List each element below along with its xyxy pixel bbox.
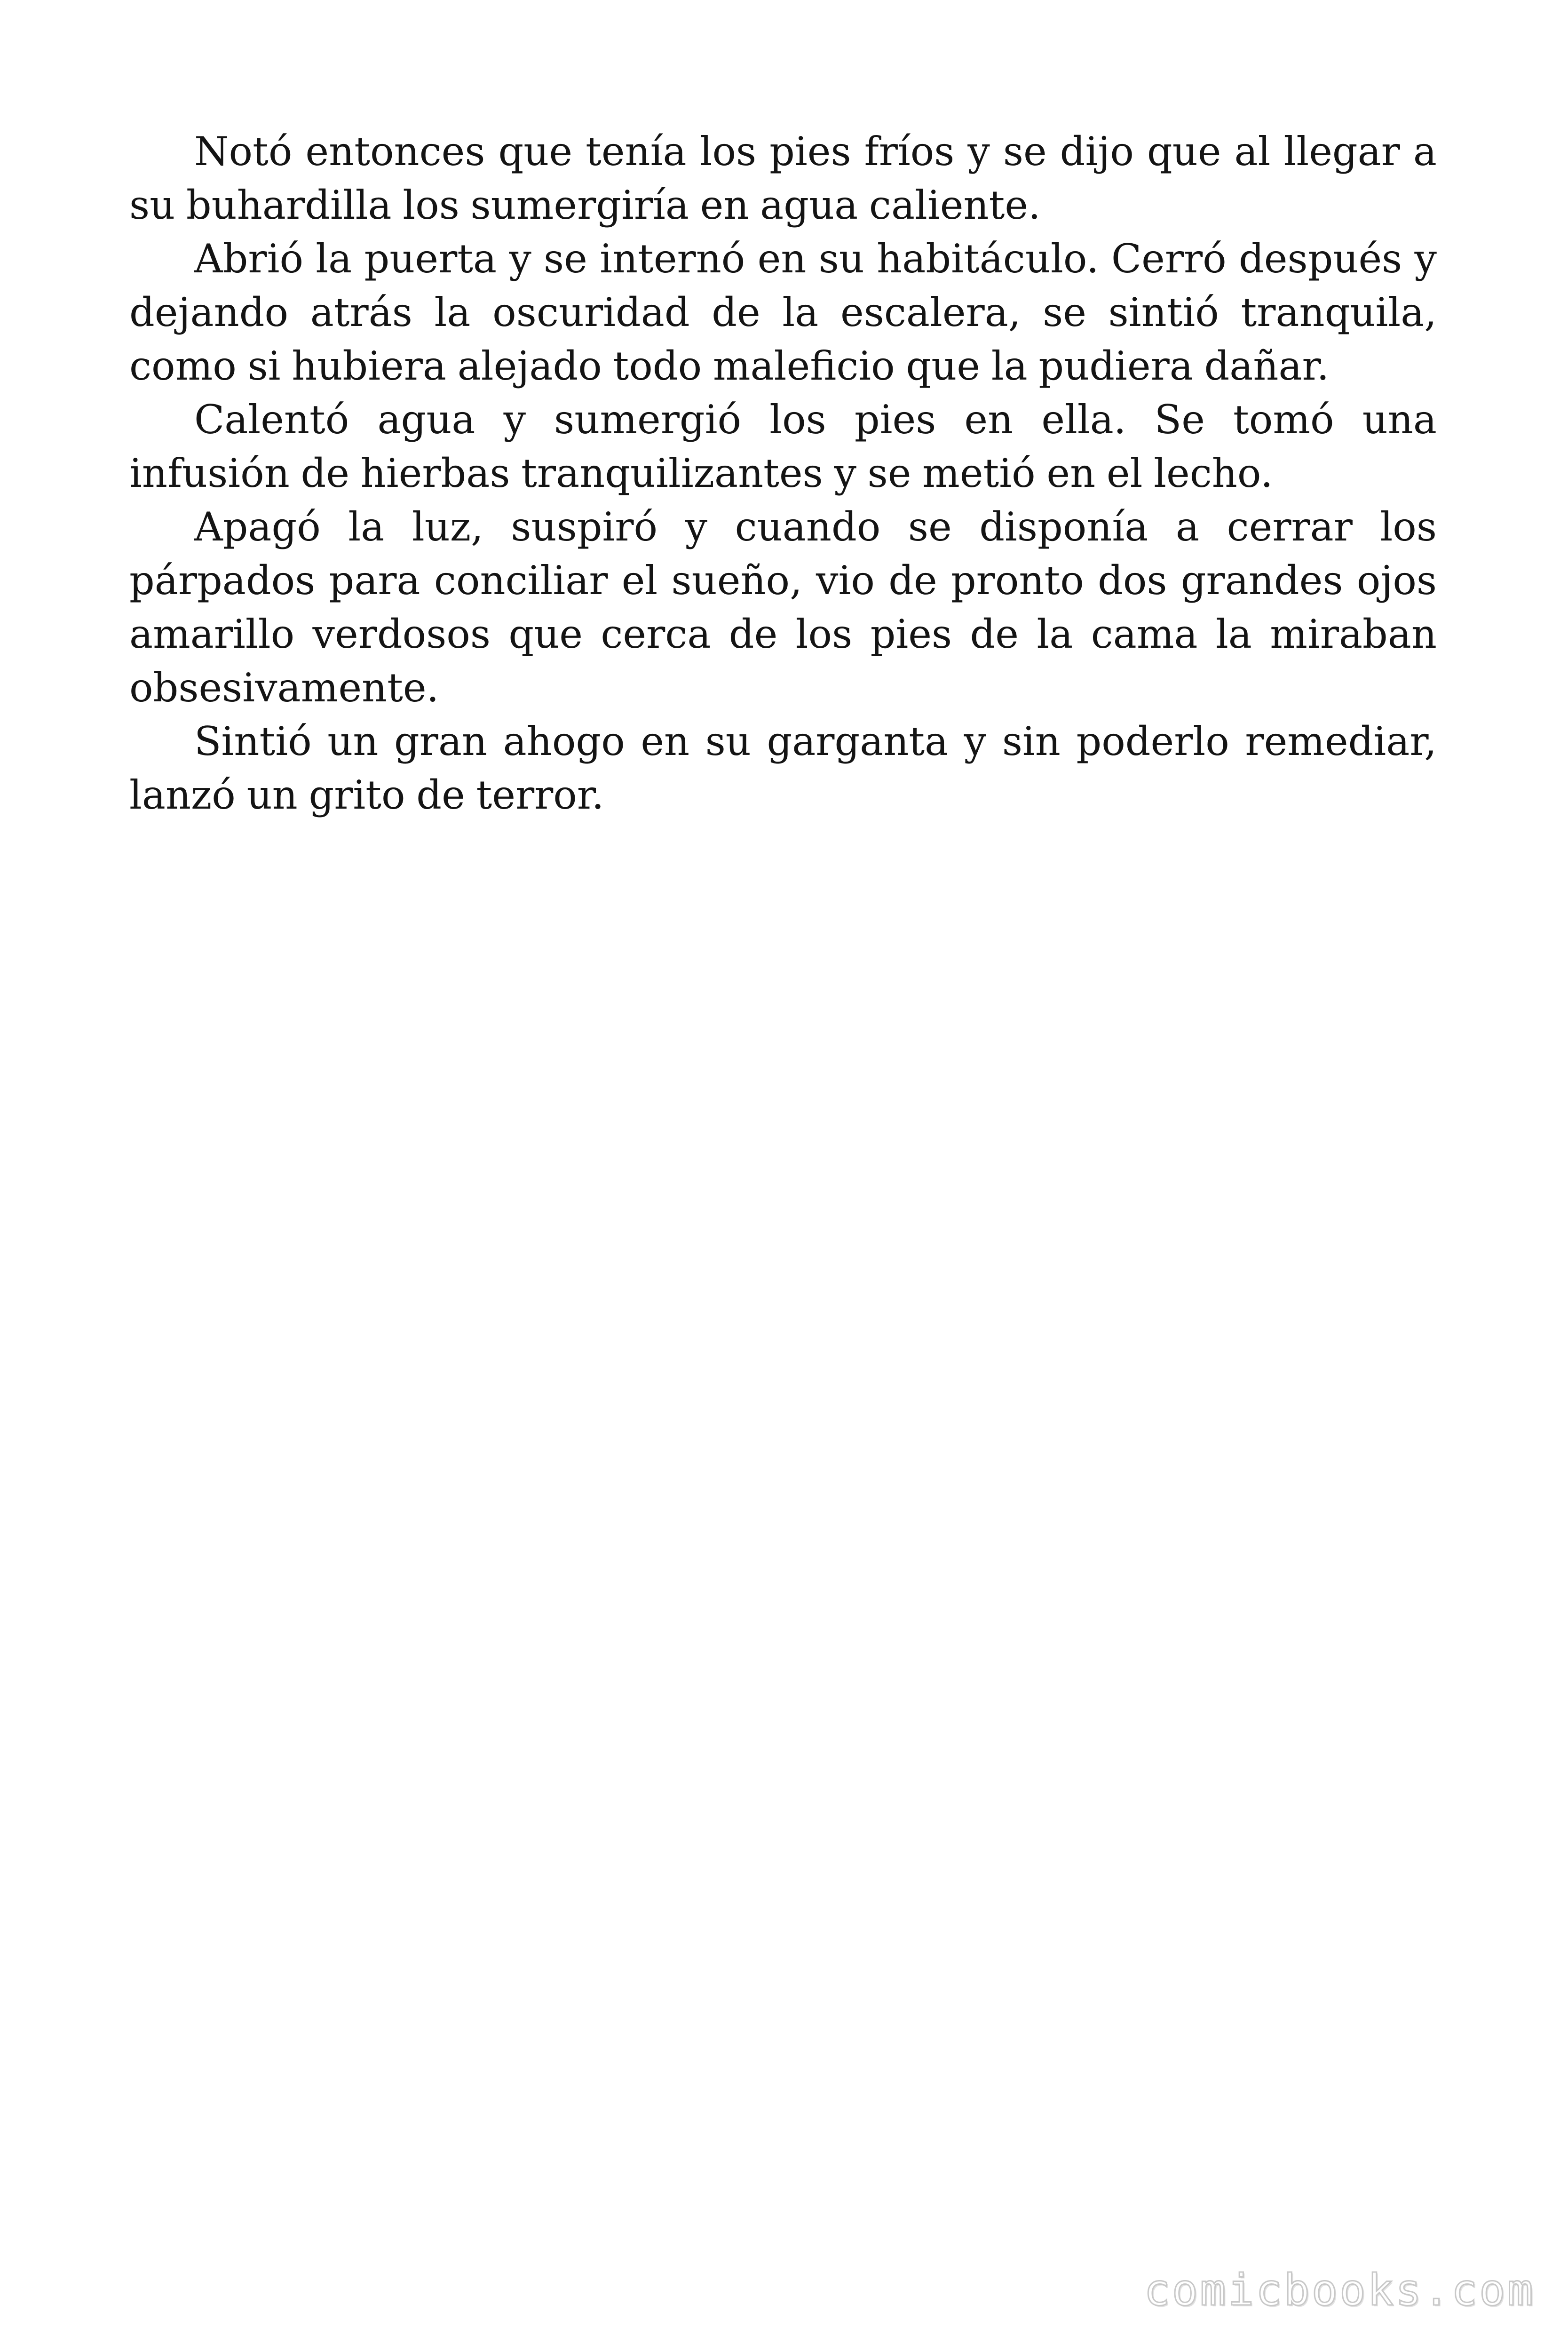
paragraph-2: Abrió la puerta y se internó en su habitáculo. Cerró después y dejando atrás la oscuridad de la escalera, se sintió tranquila, como si hubiera alejado todo maleficio que la pudiera dañar. bbox=[129, 236, 1437, 389]
watermark: comicbooks.com bbox=[1144, 2265, 1535, 2315]
paragraph-1: Notó entonces que tenía los pies fríos y se dijo que al llegar a su buhardilla los sumergiría en agua caliente. bbox=[129, 128, 1437, 228]
paragraph-4: Apagó la luz, suspiró y cuando se disponía a cerrar los párpados para conciliar el sueño, vio de pronto dos grandes ojos amarillo verdosos que cerca de los pies de la cama la miraban obsesivamente. bbox=[129, 504, 1437, 711]
paragraph-3: Calentó agua y sumergió los pies en ella. Se tomó una infusión de hierbas tranquilizantes y se metió en el lecho. bbox=[129, 397, 1437, 496]
body-text bbox=[129, 125, 1437, 822]
paragraph-5: Sintió un gran ahogo en su garganta y sin poderlo remediar, lanzó un grito de terror. bbox=[129, 718, 1437, 818]
